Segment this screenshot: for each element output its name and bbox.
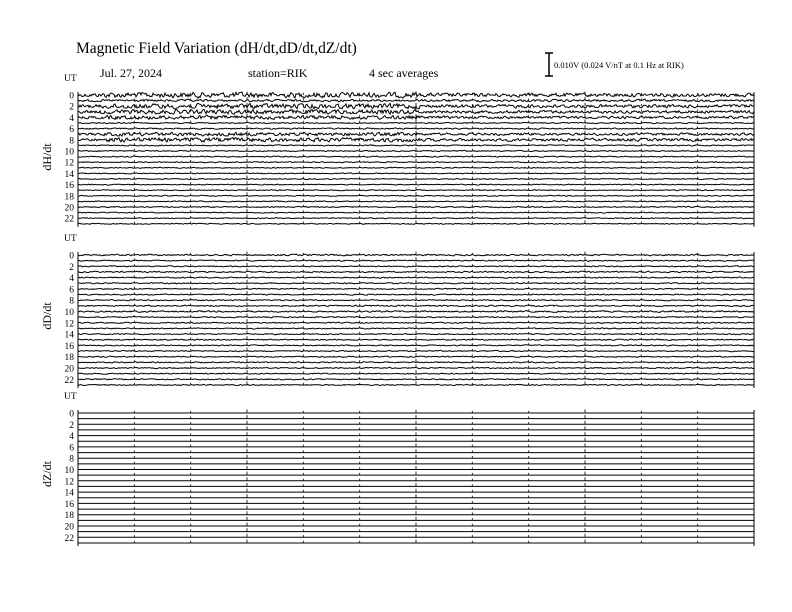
hour-label: 4	[69, 274, 74, 285]
hour-label: 12	[64, 319, 74, 330]
hour-label: 22	[64, 214, 74, 225]
hour-label: 20	[64, 203, 74, 214]
hour-label: 16	[64, 181, 74, 192]
hour-label: 6	[69, 285, 74, 296]
hour-label: 2	[69, 102, 74, 113]
ut-label: UT	[64, 234, 77, 244]
y-axis-label: dZ/dt	[40, 461, 54, 487]
chart-averaging: 4 sec averages	[369, 66, 439, 80]
hour-label: 14	[64, 330, 74, 341]
y-axis-label: dH/dt	[40, 143, 54, 171]
hour-label: 8	[69, 454, 74, 465]
hour-label: 10	[64, 147, 74, 158]
scale-bar	[545, 53, 553, 76]
hour-label: 4	[69, 113, 74, 124]
hour-label: 18	[64, 353, 74, 364]
panels	[40, 74, 754, 546]
chart-station: station=RIK	[248, 66, 308, 80]
hour-label: 22	[64, 375, 74, 386]
panel-dd-dt	[40, 234, 754, 388]
hour-label: 10	[64, 308, 74, 318]
y-axis-label: dD/dt	[40, 302, 54, 330]
hour-label: 14	[64, 488, 74, 499]
hour-label: 6	[69, 125, 74, 136]
hour-label: 14	[64, 169, 74, 180]
hour-label: 0	[69, 91, 74, 102]
hour-label: 6	[69, 443, 74, 454]
hour-label: 10	[64, 466, 74, 476]
hour-label: 16	[64, 341, 74, 352]
hour-label: 12	[64, 477, 74, 488]
hour-label: 4	[69, 432, 74, 443]
scale-note: 0.010V (0.024 V/nT at 0.1 Hz at RIK)	[554, 60, 684, 70]
ut-label: UT	[64, 74, 77, 84]
hour-label: 8	[69, 136, 74, 147]
hour-label: 8	[69, 296, 74, 307]
hour-label: 0	[69, 251, 74, 262]
hour-label: 12	[64, 158, 74, 169]
panel-dh-dt	[40, 74, 754, 227]
chart-title: Magnetic Field Variation (dH/dt,dD/dt,dZ/dt)	[76, 40, 357, 57]
hour-label: 20	[64, 364, 74, 375]
ut-label: UT	[64, 392, 77, 402]
hour-label: 2	[69, 262, 74, 273]
hour-label: 0	[69, 409, 74, 420]
panel-dz-dt	[40, 392, 754, 546]
hour-label: 18	[64, 511, 74, 522]
hour-label: 16	[64, 499, 74, 510]
hour-label: 22	[64, 533, 74, 544]
chart-date: Jul. 27, 2024	[100, 66, 163, 80]
hour-label: 20	[64, 522, 74, 533]
hour-label: 18	[64, 192, 74, 203]
hour-label: 2	[69, 420, 74, 431]
